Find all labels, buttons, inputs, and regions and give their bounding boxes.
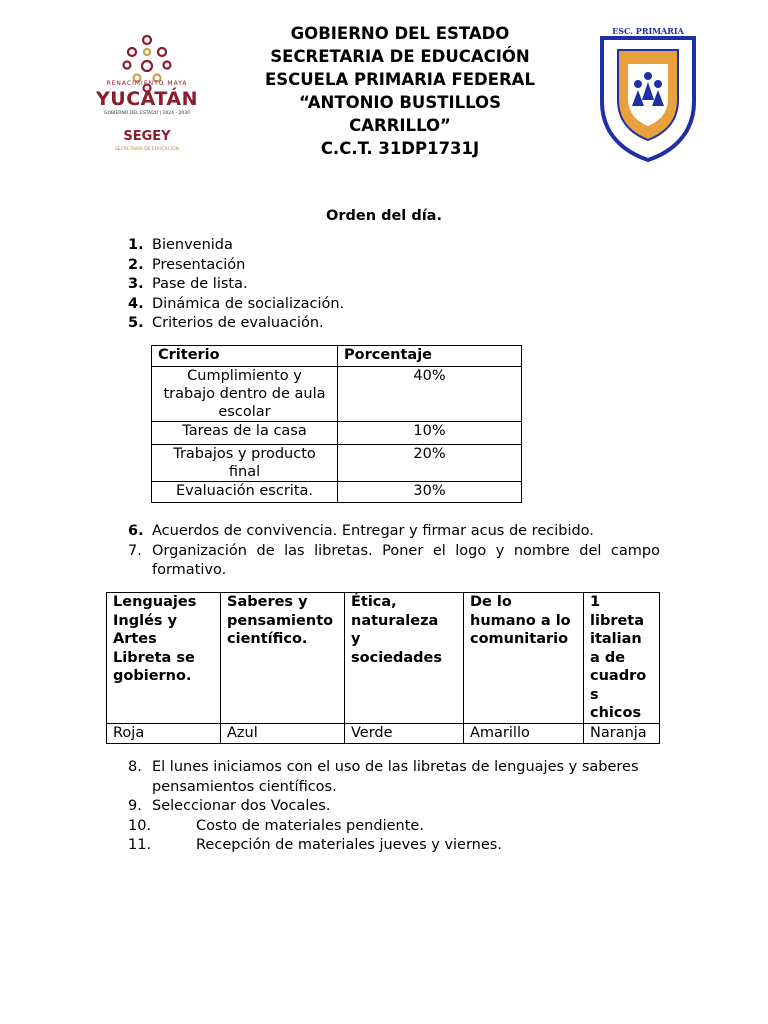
item-number: 4. <box>128 295 144 312</box>
item-text: El lunes iniciamos con el uso de las libretas de lenguajes y saberes <box>152 759 639 775</box>
agenda-title: Orden del día. <box>326 208 442 224</box>
table-header-row <box>107 593 660 724</box>
cell-line: Artes <box>113 631 157 647</box>
header-line: CARRILLO” <box>349 116 451 135</box>
header-line: GOBIERNO DEL ESTADO <box>290 24 510 43</box>
column-header: Criterio <box>152 346 338 367</box>
cell-line: gobierno. <box>113 668 192 684</box>
campo-formativo-table <box>106 592 660 744</box>
list-item <box>0 836 768 856</box>
cell-line: y <box>351 631 361 647</box>
table-cell <box>152 422 338 445</box>
list-item <box>0 275 768 295</box>
item-text: Pase de lista. <box>152 276 248 293</box>
cell-line: Libreta se <box>113 649 195 666</box>
table-row <box>152 445 522 482</box>
cell-line: final <box>228 464 261 480</box>
agenda-list-3 <box>0 758 768 856</box>
criteria-table <box>151 345 522 503</box>
cell-line: cuadro <box>590 668 647 684</box>
cell-line: trabajo dentro de aula <box>163 386 326 402</box>
column-header <box>221 593 345 724</box>
cell-line: humano a lo <box>470 612 571 629</box>
cell-line: libreta <box>590 612 645 629</box>
item-text: Presentación <box>152 256 246 273</box>
item-text: Costo de materiales pendiente. <box>196 817 424 834</box>
column-header <box>464 593 584 724</box>
list-item <box>0 758 768 797</box>
item-text: Dinámica de socialización. <box>152 295 345 312</box>
item-number: 10. <box>128 817 152 834</box>
school-shield-logo <box>588 24 708 164</box>
item-text: Acuerdos de convivencia. Entregar y firmar acus de recibido. <box>152 523 594 539</box>
table-row <box>152 482 522 503</box>
shield-icon <box>588 24 708 164</box>
item-text: pensamientos científicos. <box>152 778 337 795</box>
table-cell: Naranja <box>584 723 660 743</box>
cell-line: naturaleza <box>351 612 439 629</box>
table-cell: 30% <box>338 482 522 503</box>
table-cell <box>152 445 338 482</box>
table-cell: 40% <box>338 367 522 422</box>
header-line: SECRETARIA DE EDUCACIÓN <box>270 47 530 66</box>
item-number: 8. <box>128 759 142 775</box>
list-item <box>0 314 768 334</box>
segey-label: SEGEY <box>123 129 171 144</box>
table-row <box>152 367 522 422</box>
agenda-list-2 <box>0 522 768 581</box>
item-text: Bienvenida <box>152 237 233 253</box>
logo-name: YUCATÁN <box>96 88 198 110</box>
list-item <box>0 817 768 837</box>
column-header: Porcentaje <box>338 346 522 367</box>
item-text: Seleccionar dos Vocales. <box>152 798 331 814</box>
cell-line: científico. <box>227 631 308 647</box>
table-cell: Azul <box>221 723 345 743</box>
item-text: Organización de las libretas. Poner el logo y nombre del campo <box>152 542 660 559</box>
cell-line: italian <box>590 631 642 647</box>
item-number: 1. <box>128 237 144 253</box>
yucatan-segey-logo <box>92 30 202 160</box>
header-line: “ANTONIO BUSTILLOS <box>299 93 501 112</box>
table-cell <box>152 482 338 503</box>
table-cell: Verde <box>345 723 464 743</box>
table-cell: 20% <box>338 445 522 482</box>
cell-line: escolar <box>218 404 271 420</box>
segey-sub: SECRETARÍA DE EDUCACIÓN <box>114 147 180 152</box>
cell-line: s <box>590 686 599 703</box>
school-header <box>230 22 570 160</box>
header-line: C.C.T. 31DP1731J <box>320 139 480 158</box>
cell-line: Evaluación escrita. <box>175 483 314 499</box>
table-cell: 10% <box>338 422 522 445</box>
cell-line: 1 <box>590 594 601 610</box>
item-number: 3. <box>128 276 144 293</box>
list-item <box>0 797 768 817</box>
item-text: formativo. <box>152 562 227 579</box>
logo-subtitle: GOBIERNO DEL ESTADO | 2024 - 2030 <box>104 111 190 116</box>
item-number: 9. <box>128 798 142 814</box>
column-header <box>584 593 660 724</box>
list-item <box>0 256 768 276</box>
cell-line: Ética, <box>351 594 397 610</box>
cell-line: Saberes y <box>227 594 308 610</box>
item-number: 2. <box>128 256 144 273</box>
item-text: Recepción de materiales jueves y viernes. <box>196 837 502 854</box>
header-line: ESCUELA PRIMARIA FEDERAL <box>265 70 535 89</box>
table-row <box>152 422 522 445</box>
shield-top-text: ESC. PRIMARIA <box>612 26 684 36</box>
item-number: 7. <box>128 542 142 559</box>
table-cell: Amarillo <box>464 723 584 743</box>
cell-line: a de <box>590 649 626 666</box>
table-header-row <box>152 346 522 367</box>
cell-line: comunitario <box>470 631 569 647</box>
item-number: 6. <box>128 523 144 539</box>
cell-line: Trabajos y producto <box>173 446 316 462</box>
logo-tagline: RENACIMIENTO MAYA <box>106 80 188 87</box>
cell-line: Cumplimiento y <box>187 368 302 384</box>
cell-line: Tareas de la casa <box>182 423 307 439</box>
cell-line: De lo <box>470 594 512 610</box>
cell-line: sociedades <box>351 649 443 666</box>
item-number: 11. <box>128 837 152 854</box>
column-header <box>345 593 464 724</box>
column-header <box>107 593 221 724</box>
table-cell: Roja <box>107 723 221 743</box>
cell-line: Inglés y <box>113 612 178 629</box>
agenda-list-1 <box>0 236 768 334</box>
list-item <box>0 236 768 256</box>
cell-line: Lenguajes <box>113 594 197 610</box>
list-item <box>0 522 768 542</box>
list-item <box>0 295 768 315</box>
item-number: 5. <box>128 315 144 332</box>
list-item <box>0 542 768 581</box>
item-text: Criterios de evaluación. <box>152 315 324 332</box>
cell-line: chicos <box>590 705 642 721</box>
table-cell <box>152 367 338 422</box>
cell-line: pensamiento <box>227 612 334 629</box>
table-row <box>107 723 660 743</box>
